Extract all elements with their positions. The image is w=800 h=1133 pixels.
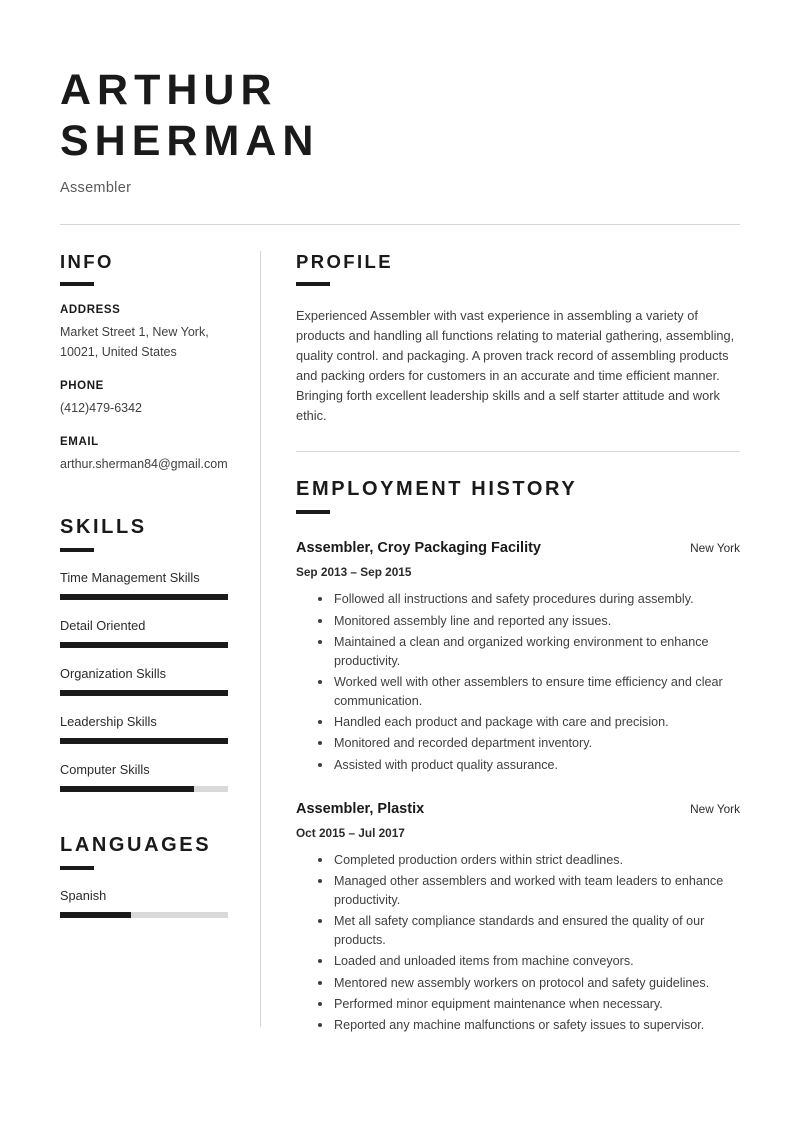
duty-item: Mentored new assembly workers on protocol and safety guidelines. xyxy=(318,974,740,993)
language-bar-track xyxy=(60,912,228,918)
duty-item: Completed production orders within strict deadlines. xyxy=(318,851,740,870)
candidate-job-title: Assembler xyxy=(60,180,132,197)
employment-heading: EMPLOYMENT HISTORY xyxy=(296,478,578,501)
email-block xyxy=(60,436,234,474)
duty-item: Worked well with other assemblers to ensure time efficiency and clear communication. xyxy=(318,673,740,711)
skill-bar-fill xyxy=(60,594,228,600)
skill-label: Detail Oriented xyxy=(60,618,146,634)
profile-heading-underline xyxy=(296,282,330,286)
info-heading: INFO xyxy=(60,251,114,273)
duty-item: Monitored assembly line and reported any issues. xyxy=(318,612,740,631)
skill-label: Organization Skills xyxy=(60,666,166,682)
duty-item: Loaded and unloaded items from machine conveyors. xyxy=(318,952,740,971)
skill-bar-fill xyxy=(60,690,228,696)
profile-text: Experienced Assembler with vast experience in assembling a variety of products and handling all functions relating to material gathering, assembling, quality control. and packaging. A proven track record of assembling products and packing orders for customers in an accurate and time efficient manner. Bringing forth excellent leadership skills and a self starter attitude and work ethic. xyxy=(296,308,735,423)
phone-label: PHONE xyxy=(60,380,104,393)
address-value-line2: 10021, United States xyxy=(60,345,177,360)
employment-title: Assembler, Plastix xyxy=(296,800,425,817)
address-value-line1: Market Street 1, New York, xyxy=(60,325,209,340)
skill-item xyxy=(60,714,234,744)
employment-duties xyxy=(296,590,740,774)
address-block xyxy=(60,304,234,362)
language-item xyxy=(60,888,234,918)
main-column xyxy=(261,251,740,1037)
duty-item: Performed minor equipment maintenance when necessary. xyxy=(318,995,740,1014)
skills-heading: SKILLS xyxy=(60,516,147,539)
skill-item xyxy=(60,570,234,600)
phone-value: (412)479-6342 xyxy=(60,401,143,416)
sidebar-column xyxy=(60,251,260,1037)
candidate-first-name: ARTHUR xyxy=(60,66,278,114)
phone-block xyxy=(60,380,234,418)
skill-bar-fill xyxy=(60,738,228,744)
language-label: Spanish xyxy=(60,888,107,904)
skill-bar-track xyxy=(60,738,228,744)
employment-section xyxy=(296,478,740,1035)
profile-heading: PROFILE xyxy=(296,251,393,273)
duty-item: Assisted with product quality assurance. xyxy=(318,756,740,775)
header-divider xyxy=(60,224,740,225)
info-heading-underline xyxy=(60,282,94,286)
skill-bar-fill xyxy=(60,642,228,648)
languages-heading-underline xyxy=(60,866,94,870)
duty-item: Managed other assemblers and worked with team leaders to enhance productivity. xyxy=(318,872,740,910)
employment-entry xyxy=(296,540,740,774)
duty-item: Handled each product and package with care and precision. xyxy=(318,713,740,732)
employment-heading-underline xyxy=(296,510,330,514)
skill-bar-track xyxy=(60,594,228,600)
employment-location: New York xyxy=(690,541,740,556)
employment-entry xyxy=(296,801,740,1035)
duty-item: Monitored and recorded department inventory. xyxy=(318,734,740,753)
skill-label: Computer Skills xyxy=(60,762,150,778)
skill-bar-track xyxy=(60,642,228,648)
candidate-last-name: SHERMAN xyxy=(60,116,320,165)
language-bar-fill xyxy=(60,912,131,918)
duty-item: Met all safety compliance standards and ensured the quality of our products. xyxy=(318,912,740,950)
profile-section xyxy=(296,251,740,452)
duty-item: Reported any machine malfunctions or safety issues to supervisor. xyxy=(318,1016,740,1035)
languages-heading: LANGUAGES xyxy=(60,834,212,857)
address-label: ADDRESS xyxy=(60,304,121,317)
skills-section xyxy=(60,516,234,792)
employment-dates: Sep 2013 – Sep 2015 xyxy=(296,565,412,580)
resume-body xyxy=(60,251,740,1037)
duty-item: Maintained a clean and organized working environment to enhance productivity. xyxy=(318,633,740,671)
email-value: arthur.sherman84@gmail.com xyxy=(60,457,228,472)
skill-bar-fill xyxy=(60,786,194,792)
profile-divider xyxy=(296,451,740,452)
skill-item xyxy=(60,666,234,696)
skill-label: Time Management Skills xyxy=(60,570,200,586)
info-section xyxy=(60,251,234,474)
skill-label: Leadership Skills xyxy=(60,714,157,730)
email-label: EMAIL xyxy=(60,436,99,449)
employment-duties xyxy=(296,851,740,1035)
languages-section xyxy=(60,834,234,918)
resume-header xyxy=(60,60,740,225)
employment-dates: Oct 2015 – Jul 2017 xyxy=(296,825,405,840)
duty-item: Followed all instructions and safety procedures during assembly. xyxy=(318,590,740,609)
employment-title: Assembler, Croy Packaging Facility xyxy=(296,540,541,557)
skill-bar-track xyxy=(60,690,228,696)
skill-item xyxy=(60,762,234,792)
skills-heading-underline xyxy=(60,548,94,552)
employment-location: New York xyxy=(690,801,740,816)
skill-item xyxy=(60,618,234,648)
skill-bar-track xyxy=(60,786,228,792)
